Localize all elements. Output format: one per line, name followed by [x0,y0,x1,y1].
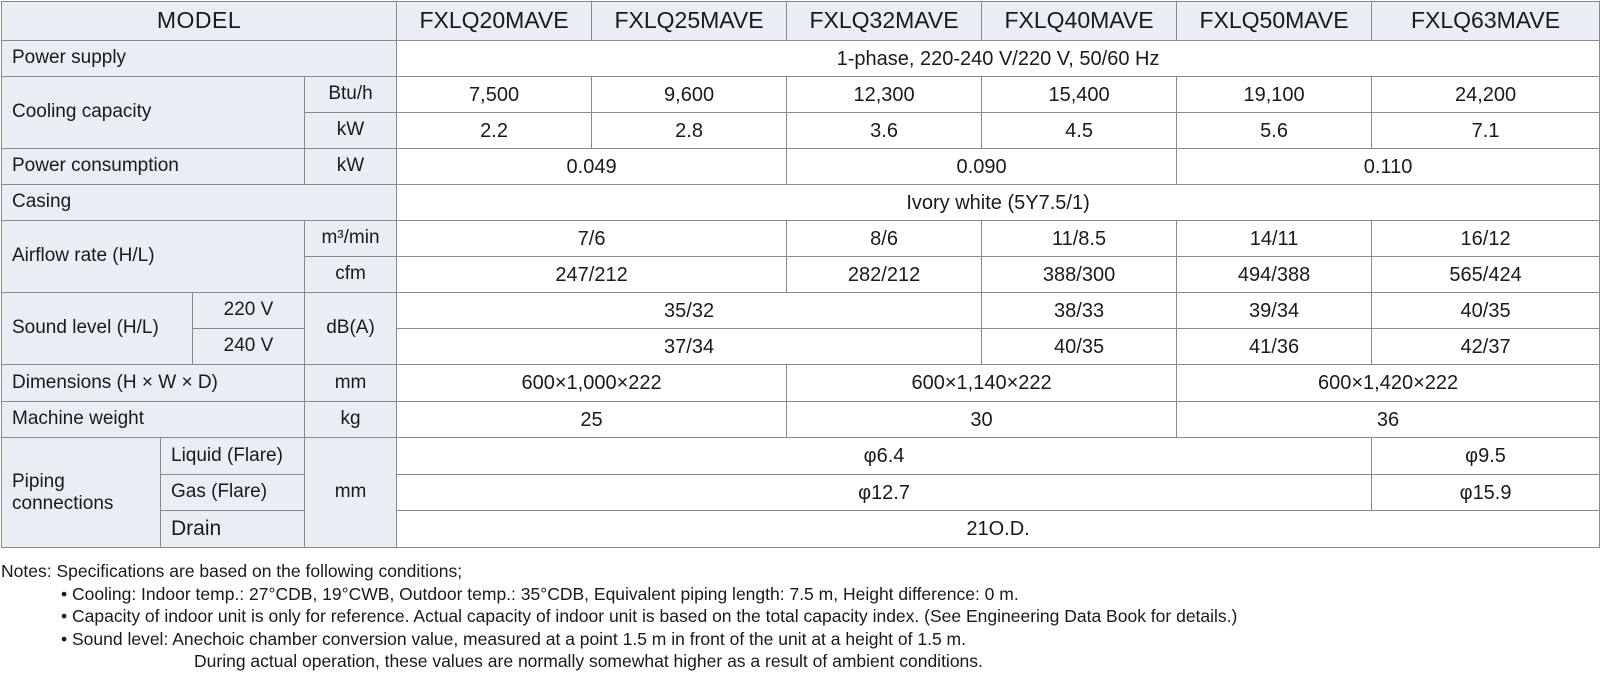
cooling-kw-value: 7.1 [1372,113,1600,149]
cooling-btu-value: 24,200 [1372,77,1600,113]
liquid-value: φ9.5 [1372,438,1600,475]
model-name: FXLQ32MAVE [787,2,982,41]
casing-value: Ivory white (5Y7.5/1) [397,185,1600,221]
dimensions-unit: mm [305,365,397,402]
liquid-value: φ6.4 [397,438,1372,475]
notes-intro: Notes: Specifications are based on the following conditions; [1,561,463,581]
table-row-weight [2,402,1600,438]
weight-value: 30 [787,402,1177,438]
dimensions-value: 600×1,000×222 [397,365,787,402]
cfm-unit: cfm [305,257,397,293]
table-row-power-supply [2,41,1600,77]
model-header: MODEL [2,2,397,41]
cooling-kw-value: 2.2 [397,113,592,149]
gas-label: Gas (Flare) [161,475,305,511]
power-consumption-label: Power consumption [2,149,305,185]
cooling-kw-value: 5.6 [1177,113,1372,149]
sound-voltage-220: 220 V [193,293,305,329]
sound-240-value: 40/35 [982,329,1177,365]
cooling-btu-value: 12,300 [787,77,982,113]
table-row-cooling-btu [2,77,1600,113]
notes [1,560,1599,673]
airflow-cfm-value: 388/300 [982,257,1177,293]
airflow-m3-value: 16/12 [1372,221,1600,257]
table-row-sound-240 [2,329,1600,365]
sound-voltage-240: 240 V [193,329,305,365]
weight-value: 36 [1177,402,1600,438]
sound-240-value: 42/37 [1372,329,1600,365]
table-row-piping-liquid [2,438,1600,475]
model-name: FXLQ20MAVE [397,2,592,41]
table-row-header [2,2,1600,41]
weight-unit: kg [305,402,397,438]
airflow-m3-value: 8/6 [787,221,982,257]
model-name: FXLQ63MAVE [1372,2,1600,41]
dimensions-value: 600×1,140×222 [787,365,1177,402]
sound-unit: dB(A) [305,293,397,365]
weight-value: 25 [397,402,787,438]
spec-table [1,1,1600,548]
dimensions-value: 600×1,420×222 [1177,365,1600,402]
cooling-kw-value: 3.6 [787,113,982,149]
btu-unit: Btu/h [305,77,397,113]
weight-label: Machine weight [2,402,305,438]
table-row-dimensions [2,365,1600,402]
m3-unit: m³/min [305,221,397,257]
table-row-piping-drain [2,511,1600,548]
cooling-btu-value: 7,500 [397,77,592,113]
cooling-btu-value: 15,400 [982,77,1177,113]
model-name: FXLQ50MAVE [1177,2,1372,41]
airflow-m3-value: 14/11 [1177,221,1372,257]
power-consumption-unit: kW [305,149,397,185]
sound-220-value: 35/32 [397,293,982,329]
table-row-sound-220 [2,293,1600,329]
drain-label: Drain [161,511,305,548]
gas-value: φ15.9 [1372,475,1600,511]
table-row-casing [2,185,1600,221]
table-row-power-consumption [2,149,1600,185]
model-name: FXLQ25MAVE [592,2,787,41]
gas-value: φ12.7 [397,475,1372,511]
kw-unit: kW [305,113,397,149]
sound-240-value: 41/36 [1177,329,1372,365]
cooling-btu-value: 9,600 [592,77,787,113]
table-row-piping-gas [2,475,1600,511]
power-consumption-value: 0.090 [787,149,1177,185]
sound-level-label: Sound level (H/L) [2,293,193,365]
drain-value: 21O.D. [397,511,1600,548]
power-consumption-value: 0.110 [1177,149,1600,185]
model-name: FXLQ40MAVE [982,2,1177,41]
table-row-airflow-m3 [2,221,1600,257]
airflow-cfm-value: 494/388 [1177,257,1372,293]
piping-label: Piping connections [2,438,161,548]
power-supply-value: 1-phase, 220-240 V/220 V, 50/60 Hz [397,41,1600,77]
cooling-kw-value: 2.8 [592,113,787,149]
casing-label: Casing [2,185,397,221]
airflow-label: Airflow rate (H/L) [2,221,305,293]
sound-220-value: 39/34 [1177,293,1372,329]
sound-220-value: 40/35 [1372,293,1600,329]
airflow-m3-value: 7/6 [397,221,787,257]
airflow-m3-value: 11/8.5 [982,221,1177,257]
sound-240-value: 37/34 [397,329,982,365]
note-sound: • Sound level: Anechoic chamber conversion value, measured at a point 1.5 m in front of the unit at a height of 1.5 m. [61,628,966,649]
sound-220-value: 38/33 [982,293,1177,329]
cooling-capacity-label: Cooling capacity [2,77,305,149]
power-consumption-value: 0.049 [397,149,787,185]
liquid-label: Liquid (Flare) [161,438,305,475]
airflow-cfm-value: 565/424 [1372,257,1600,293]
note-capacity: • Capacity of indoor unit is only for reference. Actual capacity of indoor unit is based on the total capacity index. (See Engineering Data Book for details.) [61,606,1238,626]
airflow-cfm-value: 282/212 [787,257,982,293]
cooling-kw-value: 4.5 [982,113,1177,149]
note-sound-continued: During actual operation, these values are normally somewhat higher as a result of ambient conditions. [194,651,983,671]
piping-unit: mm [305,438,397,548]
power-supply-label: Power supply [2,41,397,77]
cooling-btu-value: 19,100 [1177,77,1372,113]
note-cooling: • Cooling: Indoor temp.: 27°CDB, 19°CWB, Outdoor temp.: 35°CDB, Equivalent piping length: 7.5 m, Height difference: 0 m. [61,583,1019,604]
airflow-cfm-value: 247/212 [397,257,787,293]
dimensions-label: Dimensions (H × W × D) [2,365,305,402]
